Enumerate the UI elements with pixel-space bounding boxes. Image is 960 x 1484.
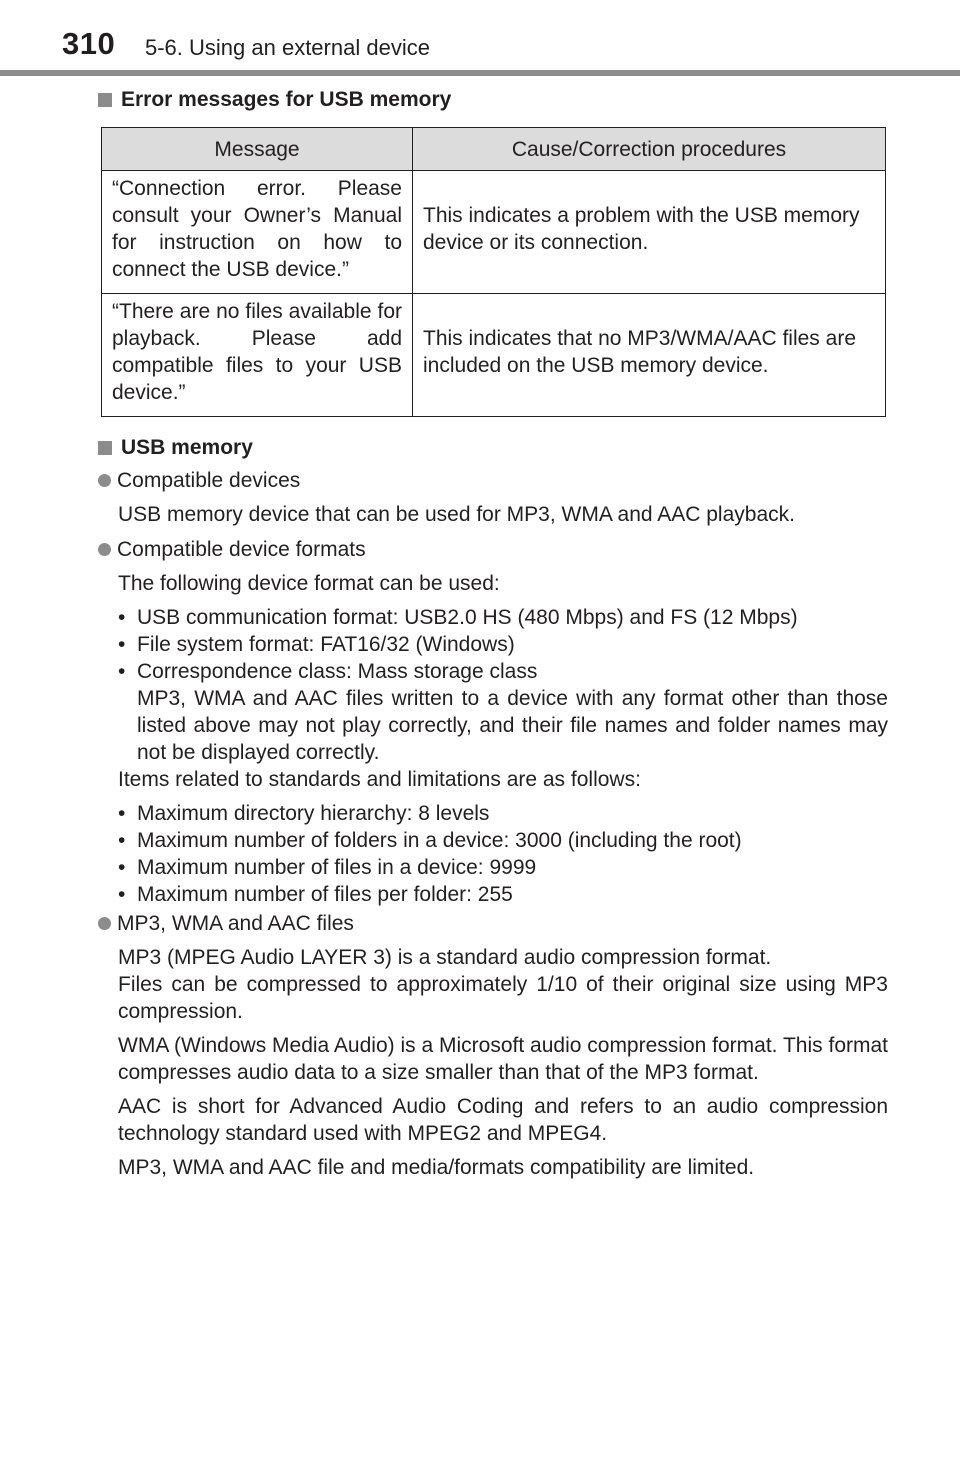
list-item: • Maximum directory hierarchy: 8 levels bbox=[118, 800, 888, 827]
list-item: • USB communication format: USB2.0 HS (480 Mbps) and FS (12 Mbps) bbox=[118, 604, 888, 631]
column-header-cause: Cause/Correction procedures bbox=[413, 128, 886, 171]
error-messages-heading bbox=[98, 86, 888, 113]
files-paragraph-mp3: MP3 (MPEG Audio LAYER 3) is a standard audio compression format. bbox=[118, 946, 772, 969]
circle-bullet-icon bbox=[98, 543, 111, 556]
compatible-devices-text: USB memory device that can be used for MP3, WMA and AAC playback. bbox=[118, 503, 795, 526]
section-title: 5-6. Using an external device bbox=[145, 35, 430, 60]
files-paragraph-compat: MP3, WMA and AAC file and media/formats compatibility are limited. bbox=[118, 1156, 755, 1179]
cause-cell: This indicates a problem with the USB memory device or its connection. bbox=[413, 171, 886, 294]
files-paragraph-mp3-size: Files can be compressed to approximately 1/10 of their original size using MP3 compression. bbox=[118, 973, 888, 1023]
device-formats-intro: The following device format can be used: bbox=[118, 572, 500, 595]
list-item: • Maximum number of files in a device: 9999 bbox=[118, 854, 888, 881]
bullet-label: Compatible device formats bbox=[117, 538, 366, 561]
list-item: • Correspondence class: Mass storage class bbox=[118, 658, 888, 685]
list-item: • File system format: FAT16/32 (Windows) bbox=[118, 631, 888, 658]
bullet-label: MP3, WMA and AAC files bbox=[117, 912, 354, 935]
message-cell: “Connection error. Please consult your Owner’s Manual for instruction on how to connect the USB device.” bbox=[102, 171, 413, 294]
cause-cell: This indicates that no MP3/WMA/AAC files are included on the USB memory device. bbox=[413, 294, 886, 417]
square-bullet-icon bbox=[98, 93, 112, 107]
device-formats-list bbox=[118, 604, 888, 685]
heading-text: Error messages for USB memory bbox=[121, 88, 452, 111]
files-heading bbox=[98, 910, 888, 937]
format-note: MP3, WMA and AAC files written to a device with any format other than those listed above may not play correctly, and their file names and folder names may not be displayed correctly. bbox=[137, 687, 888, 764]
list-item: • Maximum number of files per folder: 255 bbox=[118, 881, 888, 908]
circle-bullet-icon bbox=[98, 917, 111, 930]
list-item: • Maximum number of folders in a device: 3000 (including the root) bbox=[118, 827, 888, 854]
page-header bbox=[0, 0, 960, 76]
bullet-label: Compatible devices bbox=[117, 469, 301, 492]
files-paragraph-aac: AAC is short for Advanced Audio Coding and refers to an audio compression technology standard used with MPEG2 and MPEG4. bbox=[118, 1095, 888, 1145]
header-rule bbox=[0, 70, 960, 76]
circle-bullet-icon bbox=[98, 474, 111, 487]
limits-intro: Items related to standards and limitations are as follows: bbox=[118, 768, 641, 791]
table-header-row bbox=[102, 128, 886, 171]
page-content bbox=[98, 86, 888, 1181]
message-cell: “There are no files available for playback. Please add compatible files to your USB device.” bbox=[102, 294, 413, 417]
device-formats-heading bbox=[98, 536, 888, 563]
compatible-devices-heading bbox=[98, 467, 888, 494]
heading-text: USB memory bbox=[121, 436, 253, 459]
limits-list bbox=[118, 800, 888, 908]
files-paragraph-wma: WMA (Windows Media Audio) is a Microsoft audio compression format. This format compresses audio data to a size smaller than that of the MP3 format. bbox=[118, 1034, 888, 1084]
column-header-message: Message bbox=[102, 128, 413, 171]
square-bullet-icon bbox=[98, 441, 112, 455]
table-row bbox=[102, 294, 886, 417]
usb-memory-heading bbox=[98, 434, 888, 461]
page-number: 310 bbox=[62, 26, 116, 61]
table-row bbox=[102, 171, 886, 294]
error-messages-table bbox=[101, 127, 886, 417]
